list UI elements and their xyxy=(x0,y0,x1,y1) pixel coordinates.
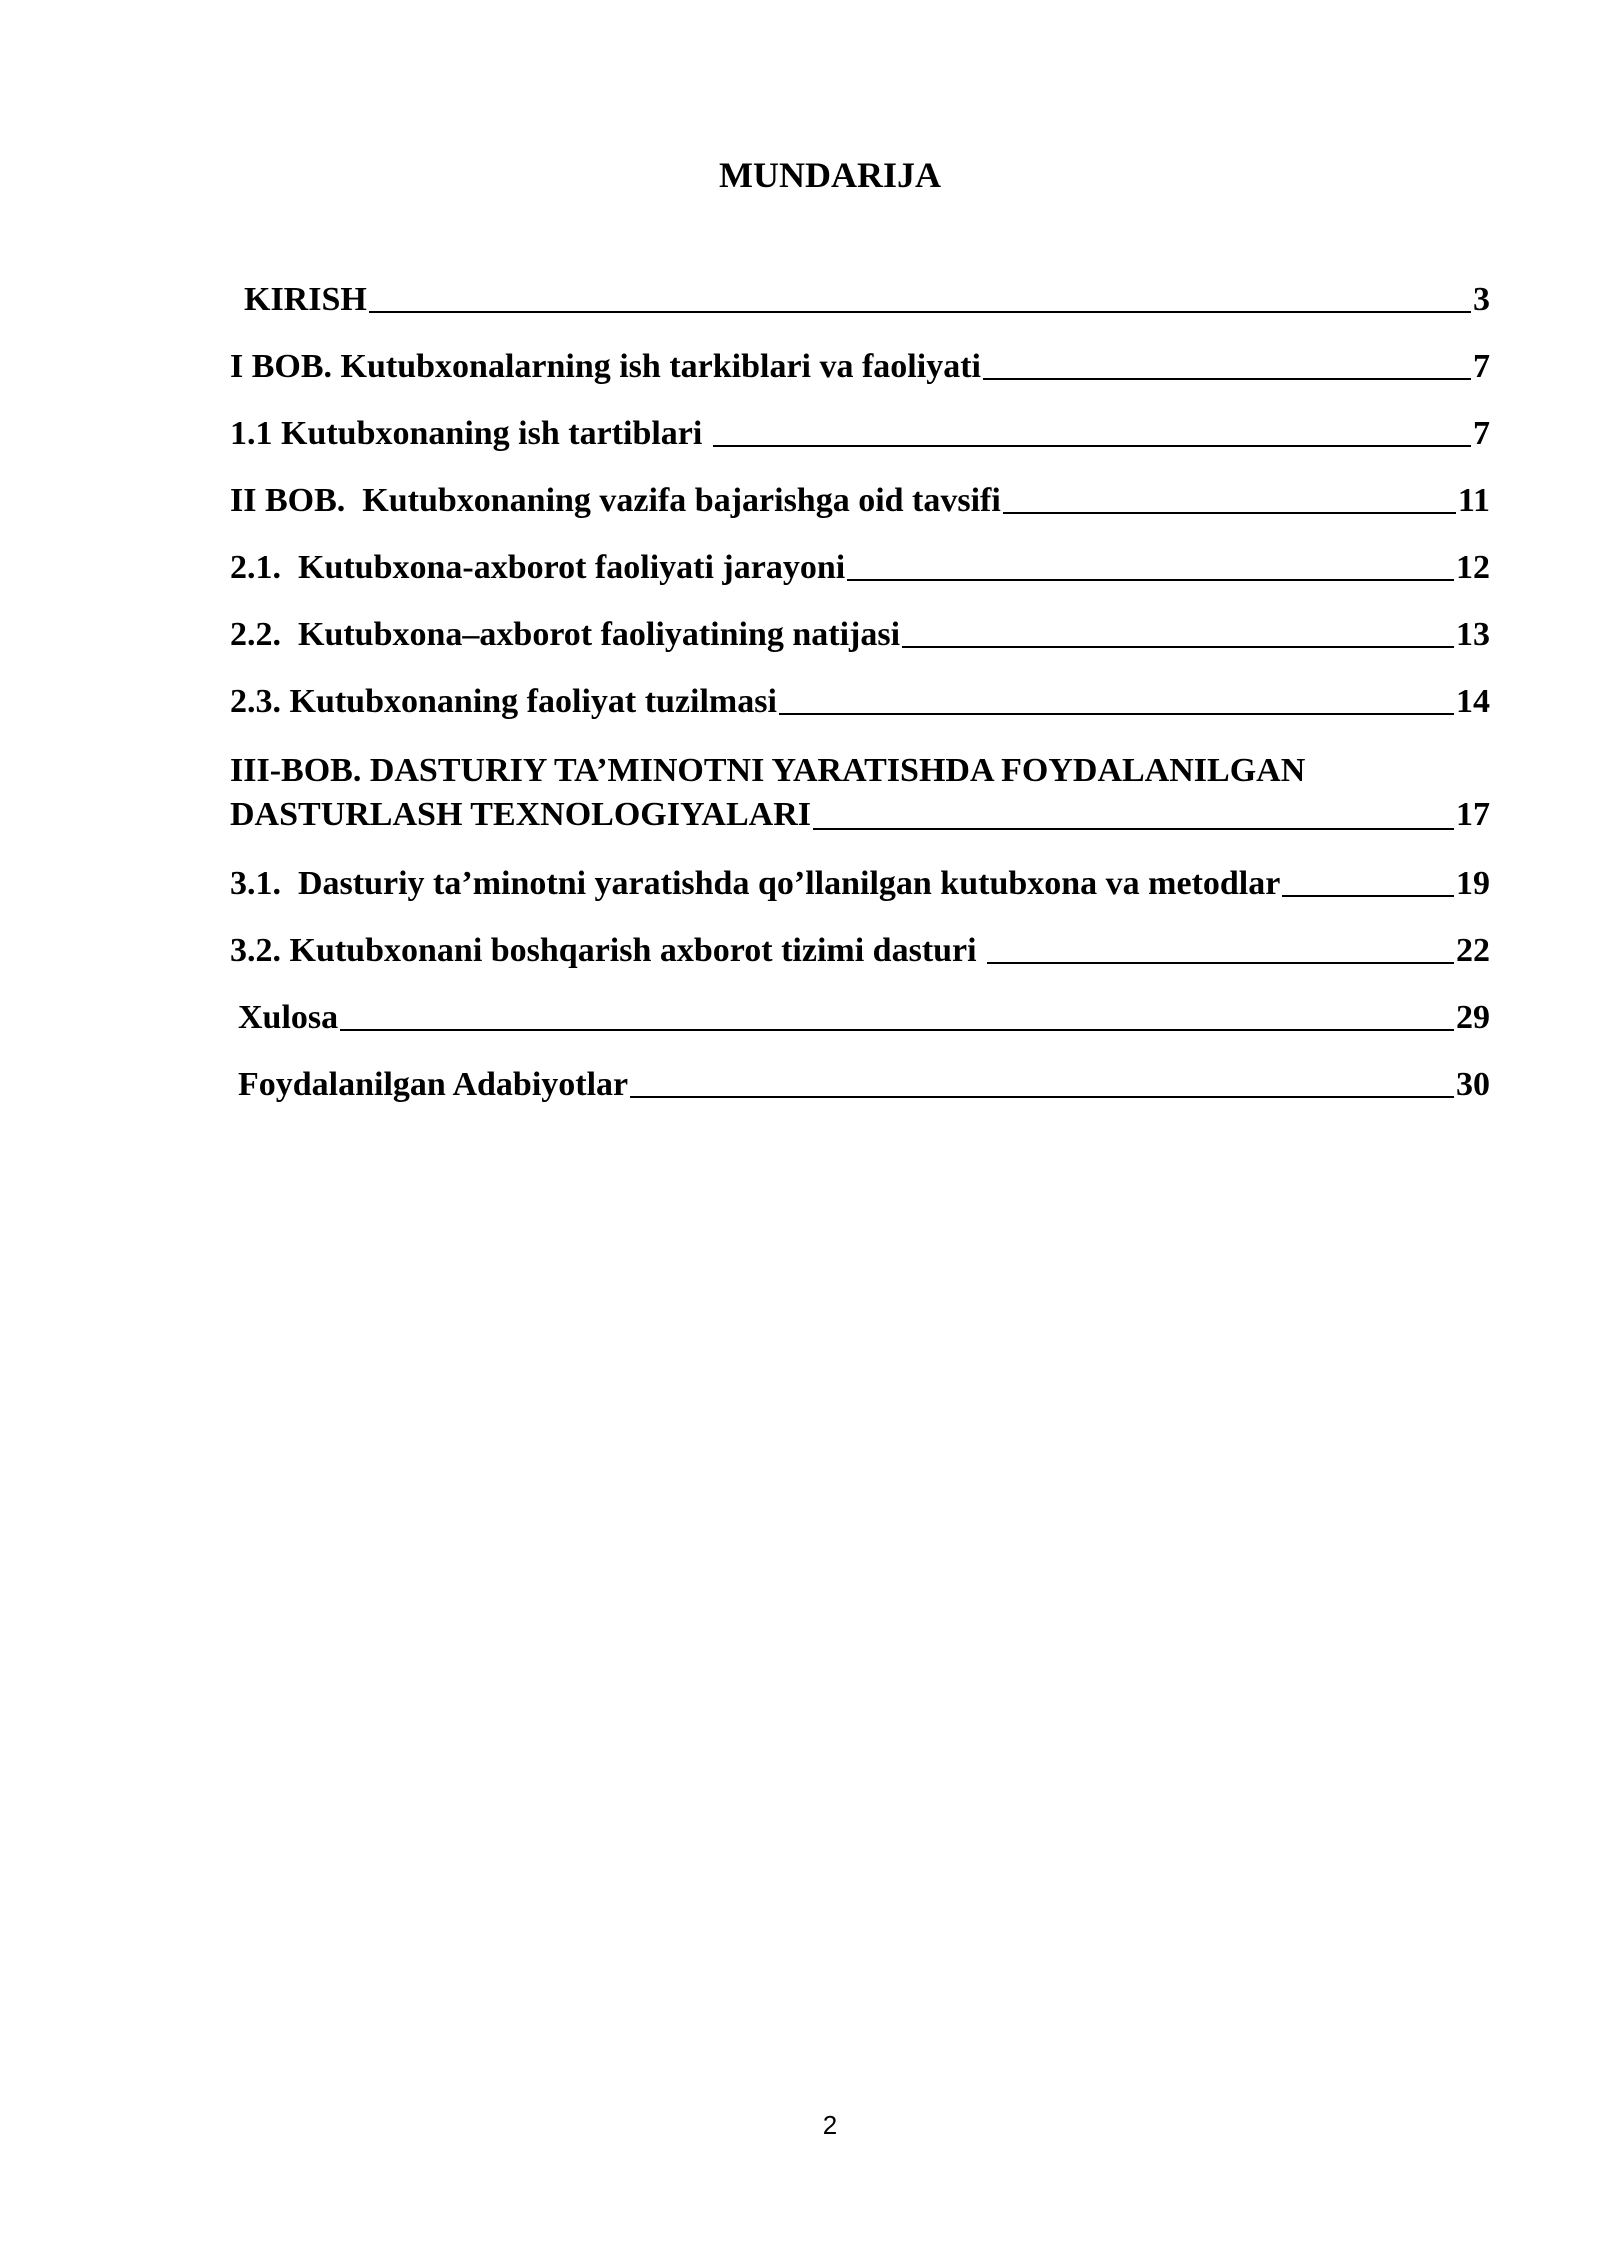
toc-entry-page: 7 xyxy=(1473,348,1490,385)
toc-entry-page: 3 xyxy=(1473,281,1490,318)
toc-entry-label: 2.3. Kutubxonaning faoliyat tuzilmasi xyxy=(230,683,777,720)
toc-entry-kirish[interactable] xyxy=(230,280,1490,320)
toc-entry-label: Xulosa xyxy=(238,999,339,1036)
toc-entry-xulosa[interactable] xyxy=(230,998,1490,1038)
toc-entry-page: 19 xyxy=(1456,865,1490,902)
toc-entry-label: 1.1 Kutubxonaning ish tartiblari xyxy=(230,415,711,452)
toc-entry-section-2-3[interactable] xyxy=(230,682,1490,722)
toc-entry-section-3-2[interactable] xyxy=(230,931,1490,971)
page-title: MUNDARIJA xyxy=(719,155,941,195)
toc-leader-line xyxy=(630,1096,1454,1098)
toc-leader-line xyxy=(1282,895,1454,897)
toc-entry-adabiyotlar[interactable] xyxy=(230,1065,1490,1105)
table-of-contents xyxy=(230,280,1490,1132)
toc-entry-page: 29 xyxy=(1456,999,1490,1036)
toc-entry-section-1-1[interactable] xyxy=(230,414,1490,454)
toc-entry-section-3-1[interactable] xyxy=(230,864,1490,904)
toc-entry-page: 22 xyxy=(1456,932,1490,969)
toc-entry-label: Foydalanilgan Adabiyotlar xyxy=(238,1066,629,1103)
toc-leader-line xyxy=(369,311,1471,313)
toc-leader-line xyxy=(902,646,1454,648)
toc-entry-page: 14 xyxy=(1456,683,1490,720)
toc-entry-page: 12 xyxy=(1456,549,1490,586)
toc-entry-label: 2.2. Kutubxona–axborot faoliyatining natijasi xyxy=(230,616,901,653)
toc-entry-section-2-1[interactable] xyxy=(230,548,1490,588)
toc-leader-line xyxy=(779,713,1454,715)
toc-entry-label-line1: III-BOB. DASTURIY TA’MINOTNI YARATISHDA FOYDALANILGAN xyxy=(230,752,1306,789)
page-number: 2 xyxy=(822,2110,838,2140)
toc-entry-label: I BOB. Kutubxonalarning ish tarkiblari va faoliyati xyxy=(230,348,981,385)
toc-leader-line xyxy=(1003,512,1456,514)
toc-leader-line xyxy=(983,378,1471,380)
toc-entry-label: 2.1. Kutubxona-axborot faoliyati jarayoni xyxy=(230,549,846,586)
toc-leader-line xyxy=(713,445,1471,447)
toc-entry-label: 3.2. Kutubxonani boshqarish axborot tizimi dasturi xyxy=(230,932,986,969)
toc-entry-label: II BOB. Kutubxonaning vazifa bajarishga oid tavsifi xyxy=(230,482,1001,519)
toc-leader-line xyxy=(847,579,1454,581)
toc-entry-chapter-1[interactable] xyxy=(230,347,1490,387)
toc-entry-second-line xyxy=(230,793,1490,837)
toc-leader-line xyxy=(813,828,1454,830)
toc-entry-label: 3.1. Dasturiy ta’minotni yaratishda qo’llanilgan kutubxona va metodlar xyxy=(230,865,1281,902)
toc-entry-page: 13 xyxy=(1456,616,1490,653)
toc-leader-line xyxy=(987,962,1454,964)
toc-entry-label-line2: DASTURLASH TEXNOLOGIYALARI xyxy=(230,796,811,833)
toc-leader-line xyxy=(340,1029,1454,1031)
toc-entry-chapter-2[interactable] xyxy=(230,481,1490,521)
toc-entry-page: 17 xyxy=(1456,796,1490,833)
toc-entry-label: KIRISH xyxy=(244,281,367,318)
toc-entry-page: 11 xyxy=(1457,482,1490,519)
toc-entry-chapter-3[interactable] xyxy=(230,749,1490,837)
toc-entry-page: 30 xyxy=(1456,1066,1490,1103)
toc-entry-page: 7 xyxy=(1473,415,1490,452)
toc-entry-section-2-2[interactable] xyxy=(230,615,1490,655)
